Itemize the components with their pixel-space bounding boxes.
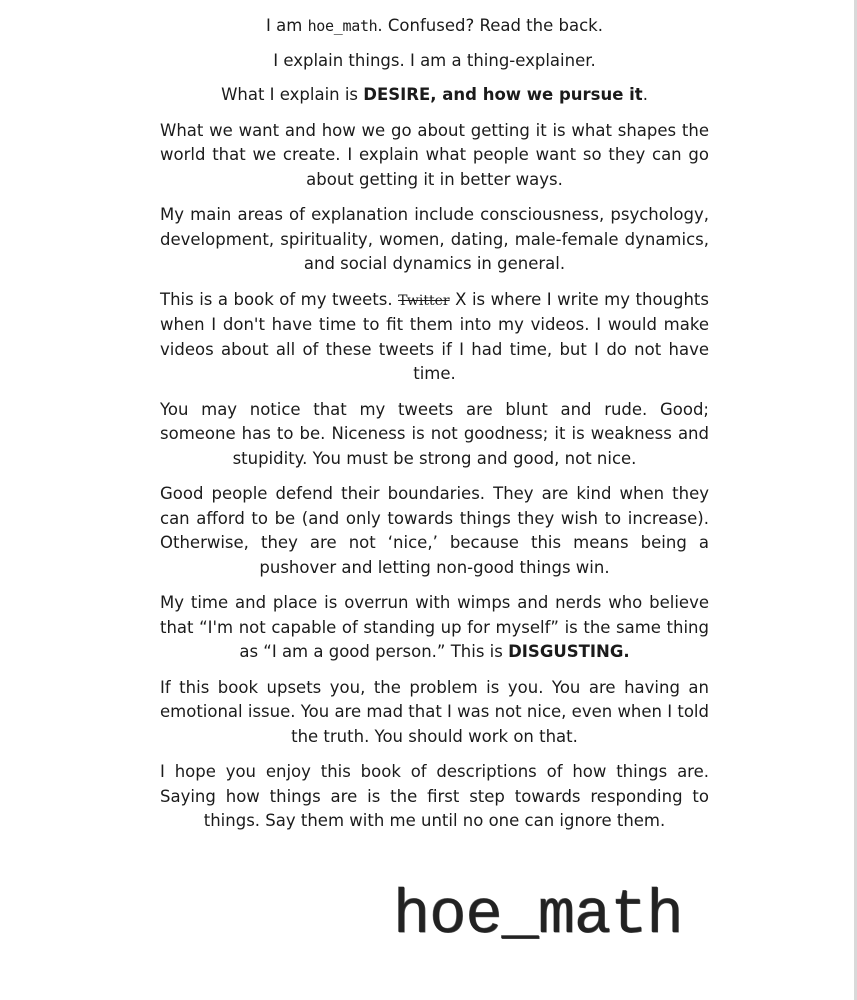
intro-line-1: I am hoe_math. Confused? Read the back.: [266, 16, 603, 35]
paragraph-enjoy: I hope you enjoy this book of descriptions of how things are. Saying how things are is the first step towards responding to things. Say them with me until no one can ignore them.: [160, 762, 709, 830]
signature-logo: hoe_math: [393, 880, 683, 951]
intro-line-2: I explain things. I am a thing-explainer.: [273, 50, 596, 70]
paragraph-desire: What we want and how we go about getting it is what shapes the world that we create. I explain what people want so they can go about getting it in better ways.: [160, 120, 709, 189]
struck-twitter: Twitter: [398, 292, 450, 309]
disgusting-emphasis: DISGUSTING.: [508, 642, 630, 661]
paragraph-tweets: This is a book of my tweets. Twitter X is where I write my thoughts when I don't have time to fit them into my videos. I would make videos about all of these tweets if I had time, but I do not have time.: [160, 289, 709, 383]
paragraph-areas: My main areas of explanation include consciousness, psychology, development, spirituality, women, dating, male-female dynamics, and social dynamics in general.: [160, 205, 709, 273]
paragraph-blunt: You may notice that my tweets are blunt and rude. Good; someone has to be. Niceness is not goodness; it is weakness and stupidity. You must be strong and good, not nice.: [160, 399, 709, 468]
paragraph-boundaries: Good people defend their boundaries. They are kind when they can afford to be (and only towards things they wish to increase). Otherwise, they are not ‘nice,’ because this means being a pushover and letting non-good things win.: [160, 484, 709, 577]
desire-emphasis: DESIRE, and how we pursue it: [363, 85, 643, 104]
handle-inline: hoe_math: [307, 17, 378, 35]
page-text: [160, 14, 709, 834]
intro-line-3: What I explain is DESIRE, and how we pursue it.: [221, 85, 648, 104]
paragraph-wimps: My time and place is overrun with wimps and nerds who believe that “I'm not capable of standing up for myself” is the same thing as “I am a good person.” This is DISGUSTING.: [160, 593, 709, 661]
paragraph-upsets: If this book upsets you, the problem is you. You are having an emotional issue. You are mad that I was not nice, even when I told the truth. You should work on that.: [160, 677, 709, 746]
